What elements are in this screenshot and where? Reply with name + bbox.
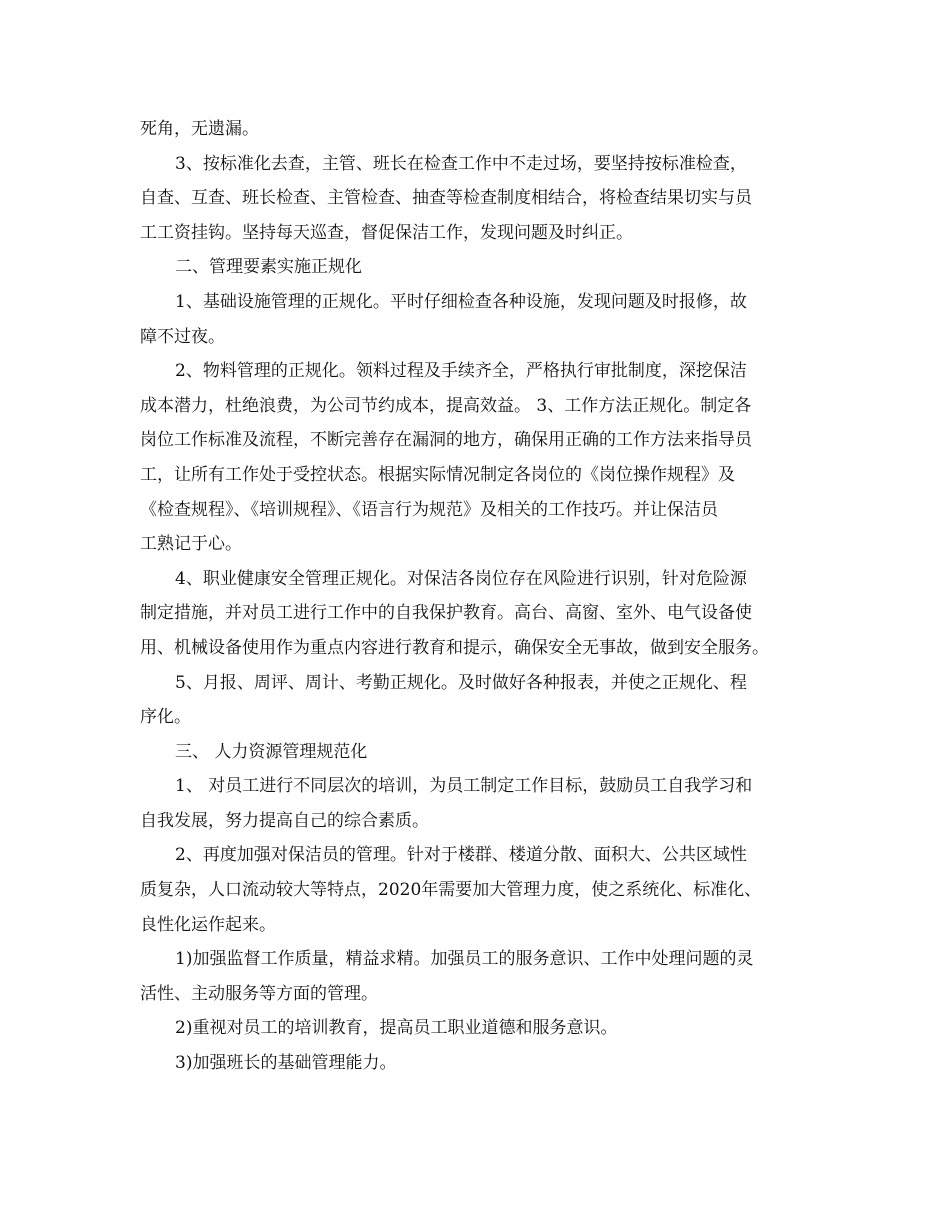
text-line: 《检查规程》、《培训规程》、《语言行为规范》及相关的工作技巧。并让保洁员 xyxy=(140,499,718,520)
text-line: 岗位工作标准及流程，不断完善存在漏洞的地方，确保用正确的工作方法来指导员 xyxy=(140,430,752,451)
text-line: 3)加强班长的基础管理能力。 xyxy=(175,1053,397,1074)
text-line: 自查、互查、班长检查、主管检查、抽查等检查制度相结合，将检查结果切实与员 xyxy=(140,188,752,209)
text-line: 活性、主动服务等方面的管理。 xyxy=(140,983,378,1004)
text-line: 1)加强监督工作质量，精益求精。加强员工的服务意识、工作中处理问题的灵 xyxy=(175,949,754,970)
text-line: 自我发展，努力提高自己的综合素质。 xyxy=(140,810,429,831)
text-line: 成本潜力，杜绝浪费，为公司节约成本，提高效益。 3、工作方法正规化。制定各 xyxy=(140,395,752,416)
text-line: 1、基础设施管理的正规化。平时仔细检查各种设施，发现问题及时报修，故 xyxy=(175,291,747,312)
text-line: 2、物料管理的正规化。领料过程及手续齐全，严格执行审批制度，深挖保洁 xyxy=(175,361,747,382)
text-line: 4、职业健康安全管理正规化。对保洁各岗位存在风险进行识别，针对危险源 xyxy=(175,568,747,589)
text-line: 序化。 xyxy=(140,707,191,728)
section-heading: 三、 人力资源管理规范化 xyxy=(175,741,368,762)
text-line: 5、月报、周评、周计、考勤正规化。及时做好各种报表，并使之正规化、程 xyxy=(175,672,747,693)
text-line: 良性化运作起来。 xyxy=(140,914,276,935)
text-line: 2、再度加强对保洁员的管理。针对于楼群、楼道分散、面积大、公共区域性 xyxy=(175,845,747,866)
text-line: 死角，无遗漏。 xyxy=(140,119,259,139)
text-line: 用、机械设备使用作为重点内容进行教育和提示，确保安全无事故，做到安全服务。 xyxy=(140,637,769,658)
text-line: 工工资挂钩。坚持每天巡查，督促保洁工作，发现问题及时纠正。 xyxy=(140,222,633,243)
text-line: 工熟记于心。 xyxy=(140,534,242,555)
section-heading: 二、管理要素实施正规化 xyxy=(175,257,362,278)
text-line: 3、按标准化去查，主管、班长在检查工作中不走过场，要坚持按标准检查， xyxy=(175,153,747,174)
text-line: 质复杂，人口流动较大等特点，2020年需要加大管理力度，使之系统化、标准化、 xyxy=(140,880,762,901)
text-line: 1、 对员工进行不同层次的培训，为员工制定工作目标，鼓励员工自我学习和 xyxy=(175,776,753,797)
text-line: 工，让所有工作处于受控状态。根据实际情况制定各岗位的《岗位操作规程》及 xyxy=(140,464,735,485)
text-line: 2)重视对员工的培训教育，提高员工职业道德和服务意识。 xyxy=(175,1018,618,1039)
text-line: 制定措施，并对员工进行工作中的自我保护教育。高台、高窗、室外、电气设备使 xyxy=(140,603,752,624)
text-line: 障不过夜。 xyxy=(140,326,225,347)
